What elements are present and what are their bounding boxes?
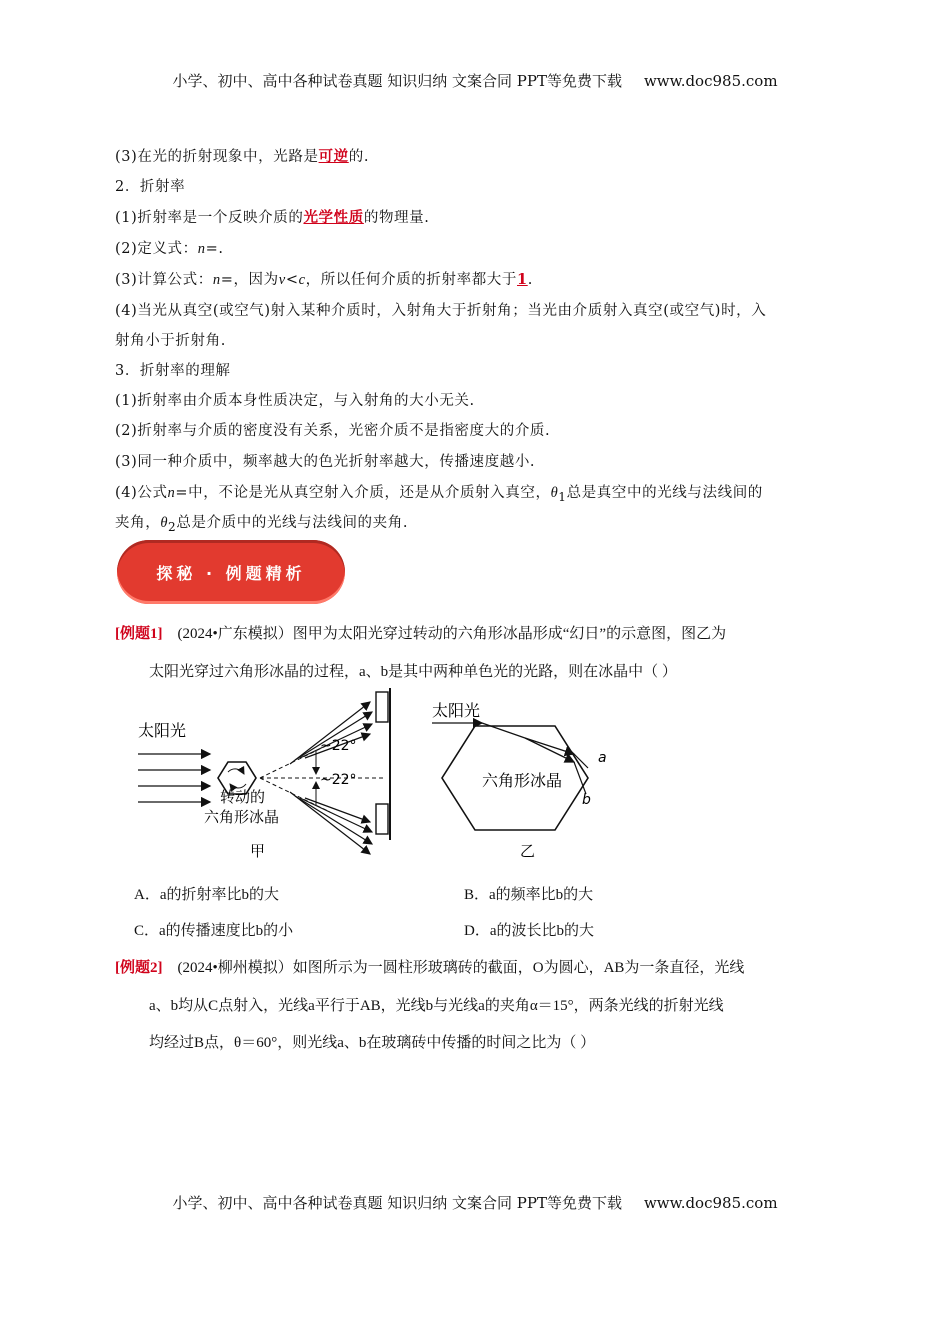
example1-line1 [115, 622, 726, 643]
symbol: θ [160, 515, 169, 531]
para-formula [115, 268, 533, 289]
symbol: n [167, 485, 176, 501]
caption-left: 甲 [250, 842, 266, 860]
example2-line2: a、b均从C点射入，光线a平行于AB，光线b与光线a的夹角α＝15°，两条光线的折射光线 [149, 998, 724, 1014]
incident-rays [138, 754, 210, 802]
para-understanding-4-cont [115, 511, 408, 534]
example1-line2: 太阳光穿过六角形冰晶的过程，a、b是其中两种单色光的光路，则在冰晶中（ ） [149, 664, 677, 680]
symbol: v [278, 272, 286, 288]
symbol: n [197, 241, 206, 257]
text: =中，不论是光从真空射入介质，还是从介质射入真空， [175, 485, 551, 501]
text: 的. [348, 149, 370, 165]
key-term: 光学性质 [303, 209, 364, 226]
symbol: < [285, 272, 299, 288]
text: (3)计算公式： [115, 272, 213, 288]
figure-ice-crystal [120, 688, 607, 868]
footer-site: www.doc985.com [643, 1194, 778, 1212]
label-rotating: 转动的 [220, 788, 266, 806]
para-understanding-1: (1)折射率由介质本身性质决定，与入射角的大小无关. [115, 393, 475, 409]
text: 的物理量. [363, 210, 430, 226]
header-site: www.doc985.com [643, 72, 778, 90]
text: (2024•柳州模拟）如图所示为一圆柱形玻璃砖的截面，O为圆心，AB为一条直径，光线 [177, 960, 745, 976]
text: =，因为 [220, 272, 279, 288]
text: . [527, 272, 533, 288]
key-term: 可逆 [318, 148, 349, 165]
section-banner: 探秘 · 例题精析 [117, 540, 345, 604]
symbol: n [212, 272, 221, 288]
angle-label-bottom: ~22° [320, 772, 357, 788]
refracted-rays-top [290, 702, 372, 764]
para-understanding-2: (2)折射率与介质的密度没有关系，光密介质不是指密度大的介质. [115, 423, 551, 439]
text: 夹角， [115, 515, 161, 531]
screen-block-top [376, 692, 388, 722]
text: (2024•广东模拟）图甲为太阳光穿过转动的六角形冰晶形成“幻日”的示意图，图乙为 [177, 626, 727, 642]
text: ，所以任何介质的折射率都大于 [305, 272, 518, 288]
page-header [0, 70, 950, 91]
para-optical-property [115, 206, 429, 227]
para-understanding-3: (3)同一种介质中，频率越大的色光折射率越大，传播速度越小. [115, 454, 536, 470]
section-heading: 3．折射率的理解 [115, 363, 231, 379]
para-definition [115, 237, 224, 258]
example2-line1 [115, 956, 744, 977]
para-reversible [115, 145, 369, 166]
text: (3)在光的折射现象中，光路是 [115, 149, 319, 165]
page-footer [0, 1192, 950, 1213]
option-a[interactable]: A．a的折射率比b的大 [134, 887, 279, 903]
key-term: 1 [517, 271, 528, 288]
refracted-rays-bottom [290, 792, 372, 854]
example-tag: [例题2] [115, 960, 163, 976]
text: =. [205, 241, 224, 257]
label-sun-left: 太阳光 [138, 721, 187, 740]
label-b: b [582, 792, 591, 808]
text: (2)定义式： [115, 241, 198, 257]
label-crystal: 六角形冰晶 [482, 771, 563, 790]
symbol: c [298, 272, 306, 288]
text: 总是介质中的光线与法线间的夹角. [176, 515, 409, 531]
option-b[interactable]: B．a的频率比b的大 [464, 887, 594, 903]
header-text: 小学、初中、高中各种试卷真题 知识归纳 文案合同 PPT等免费下载 [172, 72, 622, 90]
label-hex-crystal: 六角形冰晶 [204, 808, 280, 826]
text: (4)公式 [115, 485, 168, 501]
option-c[interactable]: C．a的传播速度比b的小 [134, 923, 294, 939]
footer-text: 小学、初中、高中各种试卷真题 知识归纳 文案合同 PPT等免费下载 [172, 1194, 622, 1212]
angle-label-top: ~22° [320, 738, 357, 754]
subscript: 1 [558, 489, 567, 504]
screen-block-bottom [376, 804, 388, 834]
label-a: a [598, 750, 607, 766]
example-tag: [例题1] [115, 626, 163, 642]
symbol: θ [550, 485, 559, 501]
para-incidence: (4)当光从真空(或空气)射入某种介质时，入射角大于折射角；当光由介质射入真空(或空气)时，入 [115, 303, 767, 319]
label-sun-right: 太阳光 [432, 701, 481, 720]
section-heading: 2．折射率 [115, 179, 186, 195]
para-understanding-4 [115, 481, 763, 504]
option-d[interactable]: D．a的波长比b的大 [464, 923, 594, 939]
example2-line3: 均经过B点，θ＝60°，则光线a、b在玻璃砖中传播的时间之比为（ ） [149, 1035, 596, 1051]
para-incidence-cont: 射角小于折射角. [115, 333, 226, 349]
text: (1)折射率是一个反映介质的 [115, 210, 304, 226]
text: 总是真空中的光线与法线间的 [566, 485, 763, 501]
subscript: 2 [168, 519, 177, 534]
caption-right: 乙 [520, 842, 536, 860]
